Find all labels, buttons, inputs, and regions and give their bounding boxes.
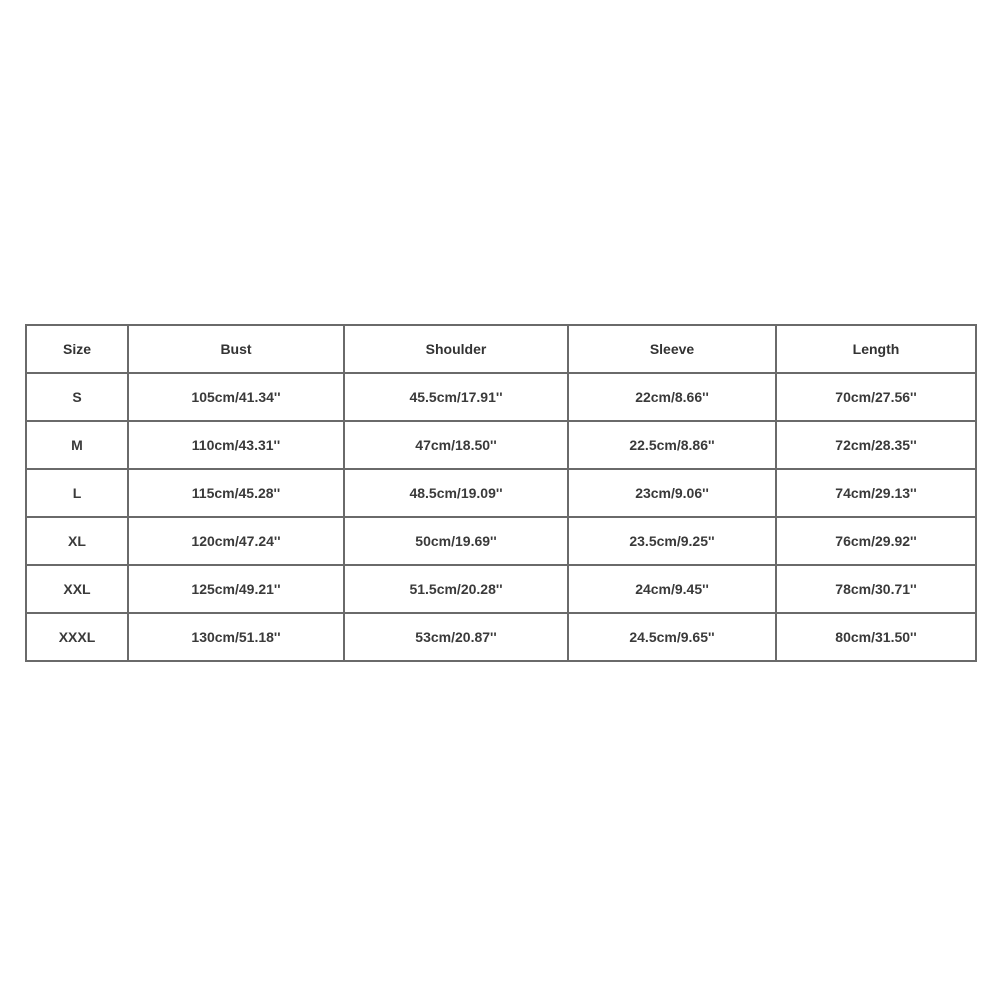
cell-shoulder: 48.5cm/19.09'' xyxy=(344,469,568,517)
cell-sleeve: 23.5cm/9.25'' xyxy=(568,517,776,565)
cell-shoulder: 50cm/19.69'' xyxy=(344,517,568,565)
cell-shoulder: 51.5cm/20.28'' xyxy=(344,565,568,613)
cell-sleeve: 24.5cm/9.65'' xyxy=(568,613,776,661)
cell-size: S xyxy=(26,373,128,421)
table-row xyxy=(26,421,976,469)
header-sleeve: Sleeve xyxy=(568,325,776,373)
table-row xyxy=(26,613,976,661)
cell-length: 72cm/28.35'' xyxy=(776,421,976,469)
cell-size: L xyxy=(26,469,128,517)
table-row xyxy=(26,517,976,565)
table-row xyxy=(26,469,976,517)
cell-shoulder: 53cm/20.87'' xyxy=(344,613,568,661)
cell-bust: 130cm/51.18'' xyxy=(128,613,344,661)
size-chart-table xyxy=(25,324,977,662)
cell-size: XL xyxy=(26,517,128,565)
cell-shoulder: 47cm/18.50'' xyxy=(344,421,568,469)
cell-length: 80cm/31.50'' xyxy=(776,613,976,661)
cell-shoulder: 45.5cm/17.91'' xyxy=(344,373,568,421)
table-header xyxy=(26,325,976,373)
cell-sleeve: 24cm/9.45'' xyxy=(568,565,776,613)
cell-bust: 115cm/45.28'' xyxy=(128,469,344,517)
cell-sleeve: 22.5cm/8.86'' xyxy=(568,421,776,469)
cell-size: M xyxy=(26,421,128,469)
cell-length: 74cm/29.13'' xyxy=(776,469,976,517)
cell-bust: 125cm/49.21'' xyxy=(128,565,344,613)
cell-length: 78cm/30.71'' xyxy=(776,565,976,613)
table-row xyxy=(26,565,976,613)
cell-sleeve: 23cm/9.06'' xyxy=(568,469,776,517)
header-bust: Bust xyxy=(128,325,344,373)
header-length: Length xyxy=(776,325,976,373)
cell-sleeve: 22cm/8.66'' xyxy=(568,373,776,421)
cell-bust: 120cm/47.24'' xyxy=(128,517,344,565)
cell-length: 76cm/29.92'' xyxy=(776,517,976,565)
cell-bust: 110cm/43.31'' xyxy=(128,421,344,469)
header-shoulder: Shoulder xyxy=(344,325,568,373)
header-row xyxy=(26,325,976,373)
cell-length: 70cm/27.56'' xyxy=(776,373,976,421)
table-row xyxy=(26,373,976,421)
table-body xyxy=(26,373,976,661)
cell-size: XXXL xyxy=(26,613,128,661)
cell-size: XXL xyxy=(26,565,128,613)
header-size: Size xyxy=(26,325,128,373)
cell-bust: 105cm/41.34'' xyxy=(128,373,344,421)
